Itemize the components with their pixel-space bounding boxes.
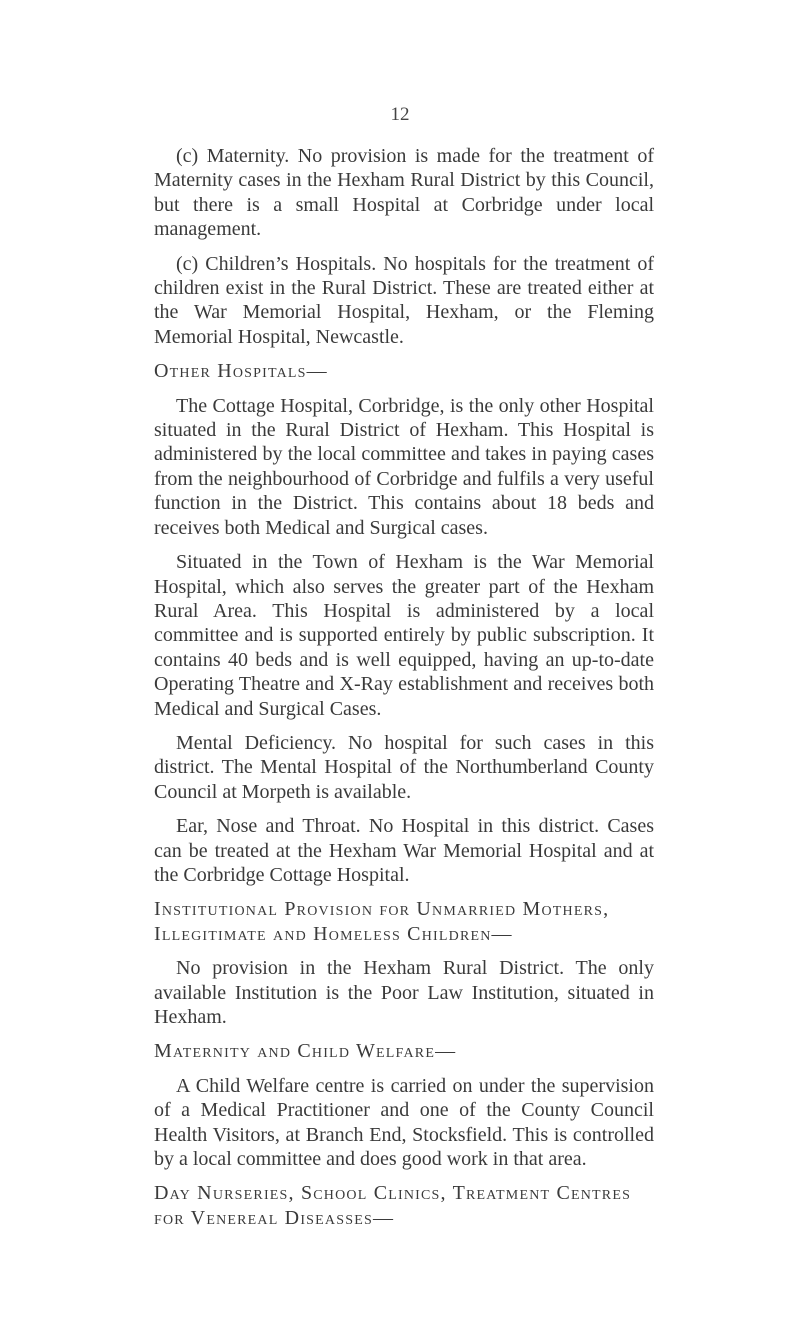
maternity-child-welfare-paragraph: A Child Welfare centre is carried on under the supervision of a Medical Practitioner and one of the County Council Health Visitors, at Branch End, Stocksfield. This is controlled by a local committee and does good work in that area. <box>154 1074 654 1171</box>
maternity-child-welfare-heading: Maternity and Child Welfare— <box>154 1040 457 1063</box>
maternity-paragraph: (c) Maternity. No provision is made for the treatment of Maternity cases in the Hexham Rural District by this Council, but there is a small Hospital at Corbridge under local management. <box>154 145 654 241</box>
page-body <box>154 144 654 1240</box>
childrens-hospitals-paragraph: (c) Children’s Hospitals. No hospitals for the treatment of children exist in the Rural District. These are treated either at the War Memorial Hospital, Hexham, or the Fleming Memorial Hospital, Newcastle. <box>154 252 654 348</box>
institutional-provision-paragraph: No provision in the Hexham Rural District. The only available Institution is the Poor Law Institution, situated in Hexham. <box>154 957 654 1028</box>
mental-deficiency-paragraph: Mental Deficiency. No hospital for such cases in this district. The Mental Hospital of the Northumberland County Council at Morpeth is available. <box>154 731 654 803</box>
war-memorial-paragraph: Situated in the Town of Hexham is the War Memorial Hospital, which also serves the greater part of the Hexham Rural Area. This Hospital is administered by a local committee and is supported entirely by public subscription. It contains 40 beds and is well equipped, having an up-to-date Operating Theatre and X-Ray establishment and receives both Medical and Surgical Cases. <box>154 551 654 720</box>
institutional-provision-heading: Institutional Provision for Unmarried Mothers, Illegitimate and Homeless Children— <box>154 898 610 945</box>
other-hospitals-heading: Other Hospitals— <box>154 360 328 383</box>
day-nurseries-heading: Day Nurseries, School Clinics, Treatment Centres for Venereal Diseasses— <box>154 1182 632 1229</box>
page-number: 12 <box>390 104 410 125</box>
ear-nose-throat-paragraph: Ear, Nose and Throat. No Hospital in this district. Cases can be treated at the Hexham War Memorial Hospital and at the Corbridge Cottage Hospital. <box>154 815 654 886</box>
cottage-hospital-paragraph: The Cottage Hospital, Corbridge, is the only other Hospital situated in the Rural District of Hexham. This Hospital is administered by the local committee and takes in paying cases from the neighbourhood of Corbridge and fulfils a very useful function in the District. This contains about 18 beds and receives both Medical and Surgical cases. <box>154 394 654 539</box>
